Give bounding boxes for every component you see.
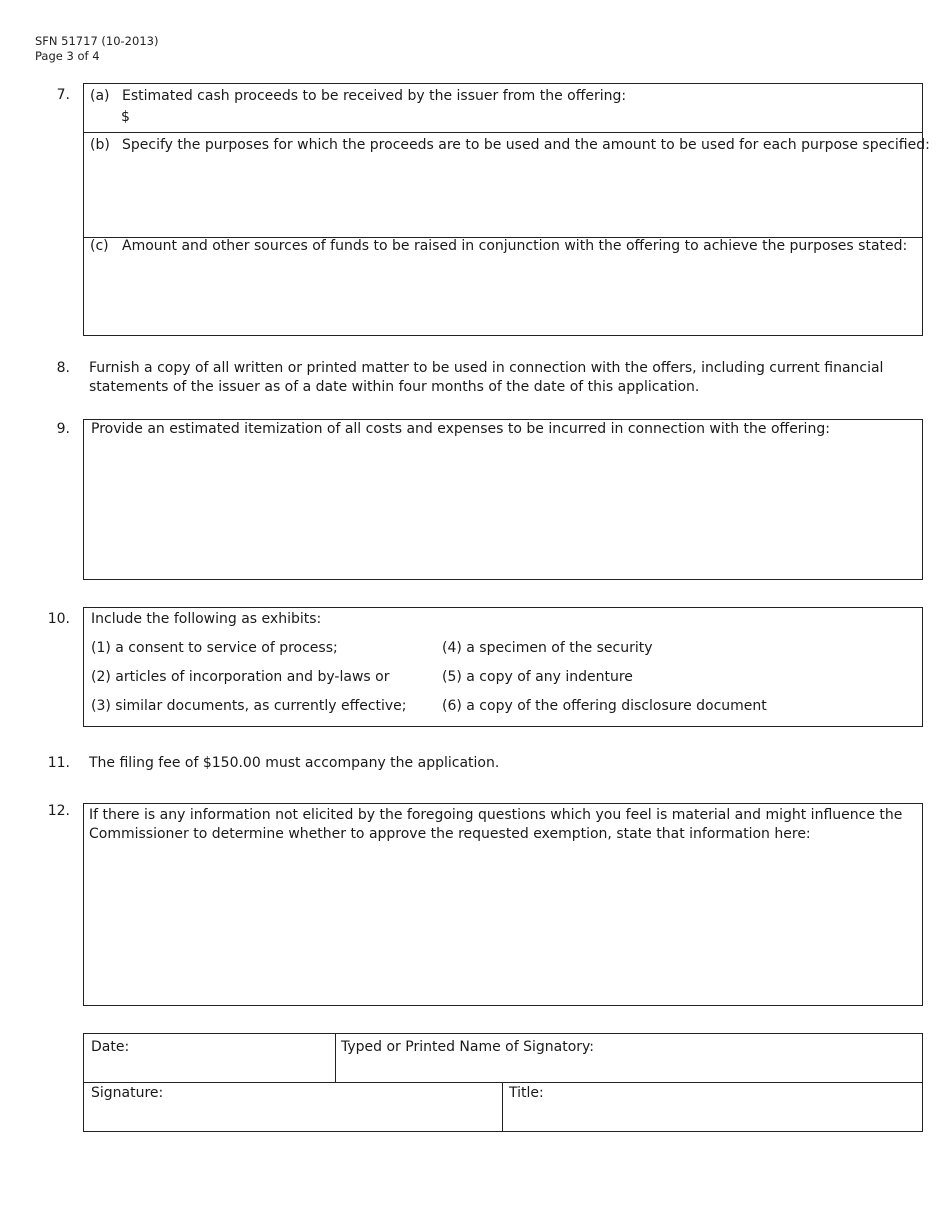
exhibit-item: (4) a specimen of the security [442, 640, 653, 656]
q12-additional-info-input[interactable] [90, 850, 910, 996]
exhibit-item: (1) a consent to service of process; [91, 640, 338, 656]
question-8-number: 8. [56, 360, 70, 376]
question-9-text: Provide an estimated itemization of all costs and expenses to be incurred in connection with the offering: [91, 421, 830, 437]
exhibits-intro: Include the following as exhibits: [91, 611, 322, 627]
exhibit-item: (5) a copy of any indenture [442, 669, 633, 685]
q7a-text: Estimated cash proceeds to be received by the issuer from the offering: [122, 88, 627, 104]
date-input[interactable] [91, 1060, 327, 1078]
question-10-number: 10. [47, 611, 70, 627]
question-8-line-2: statements of the issuer as of a date within four months of the date of this application. [89, 379, 700, 395]
signatory-name-label: Typed or Printed Name of Signatory: [341, 1039, 595, 1055]
q7b-purposes-input[interactable] [90, 158, 910, 232]
page-indicator: Page 3 of 4 [35, 49, 100, 63]
divider [84, 1082, 922, 1083]
date-label: Date: [91, 1039, 130, 1055]
question-10-box [83, 607, 923, 727]
q9-costs-input[interactable] [91, 444, 911, 572]
question-9-box [83, 419, 923, 580]
title-label: Title: [509, 1085, 544, 1101]
q7a-currency: $ [121, 109, 130, 125]
q7c-sources-input[interactable] [90, 260, 910, 330]
signatory-name-input[interactable] [341, 1060, 911, 1078]
question-7-number: 7. [56, 87, 70, 103]
question-12-number: 12. [47, 803, 70, 819]
q7c-text: Amount and other sources of funds to be raised in conjunction with the offering to achieve the purposes stated: [122, 238, 908, 254]
exhibit-item: (2) articles of incorporation and by-laws or [91, 669, 390, 685]
q7b-text: Specify the purposes for which the proceeds are to be used and the amount to be used for each purpose specified: [122, 137, 930, 153]
q7a-label: (a) [90, 88, 110, 104]
question-11-number: 11. [47, 755, 70, 771]
title-input[interactable] [509, 1106, 909, 1124]
question-12-line-1: If there is any information not elicited by the foregoing questions which you feel is material and might influence the [89, 807, 903, 823]
q7c-label: (c) [90, 238, 109, 254]
q7b-label: (b) [90, 137, 110, 153]
question-12-box [83, 803, 923, 1006]
question-11-text: The filing fee of $150.00 must accompany the application. [89, 755, 500, 771]
signature-label: Signature: [91, 1085, 164, 1101]
exhibit-item: (6) a copy of the offering disclosure document [442, 698, 767, 714]
question-12-line-2: Commissioner to determine whether to approve the requested exemption, state that information here: [89, 826, 811, 842]
q7a-proceeds-input[interactable] [136, 108, 436, 126]
divider [84, 132, 922, 133]
question-7-box [83, 83, 930, 336]
question-9-number: 9. [56, 421, 70, 437]
divider [502, 1082, 503, 1132]
divider [335, 1034, 336, 1082]
question-8-text [89, 359, 883, 397]
question-12-text [89, 806, 902, 844]
question-8-line-1: Furnish a copy of all written or printed matter to be used in connection with the offers, including current financial [89, 360, 884, 376]
form-number: SFN 51717 (10-2013) [35, 34, 159, 48]
signature-input[interactable] [91, 1106, 495, 1124]
signature-block [83, 1033, 923, 1132]
exhibit-item: (3) similar documents, as currently effective; [91, 698, 407, 714]
